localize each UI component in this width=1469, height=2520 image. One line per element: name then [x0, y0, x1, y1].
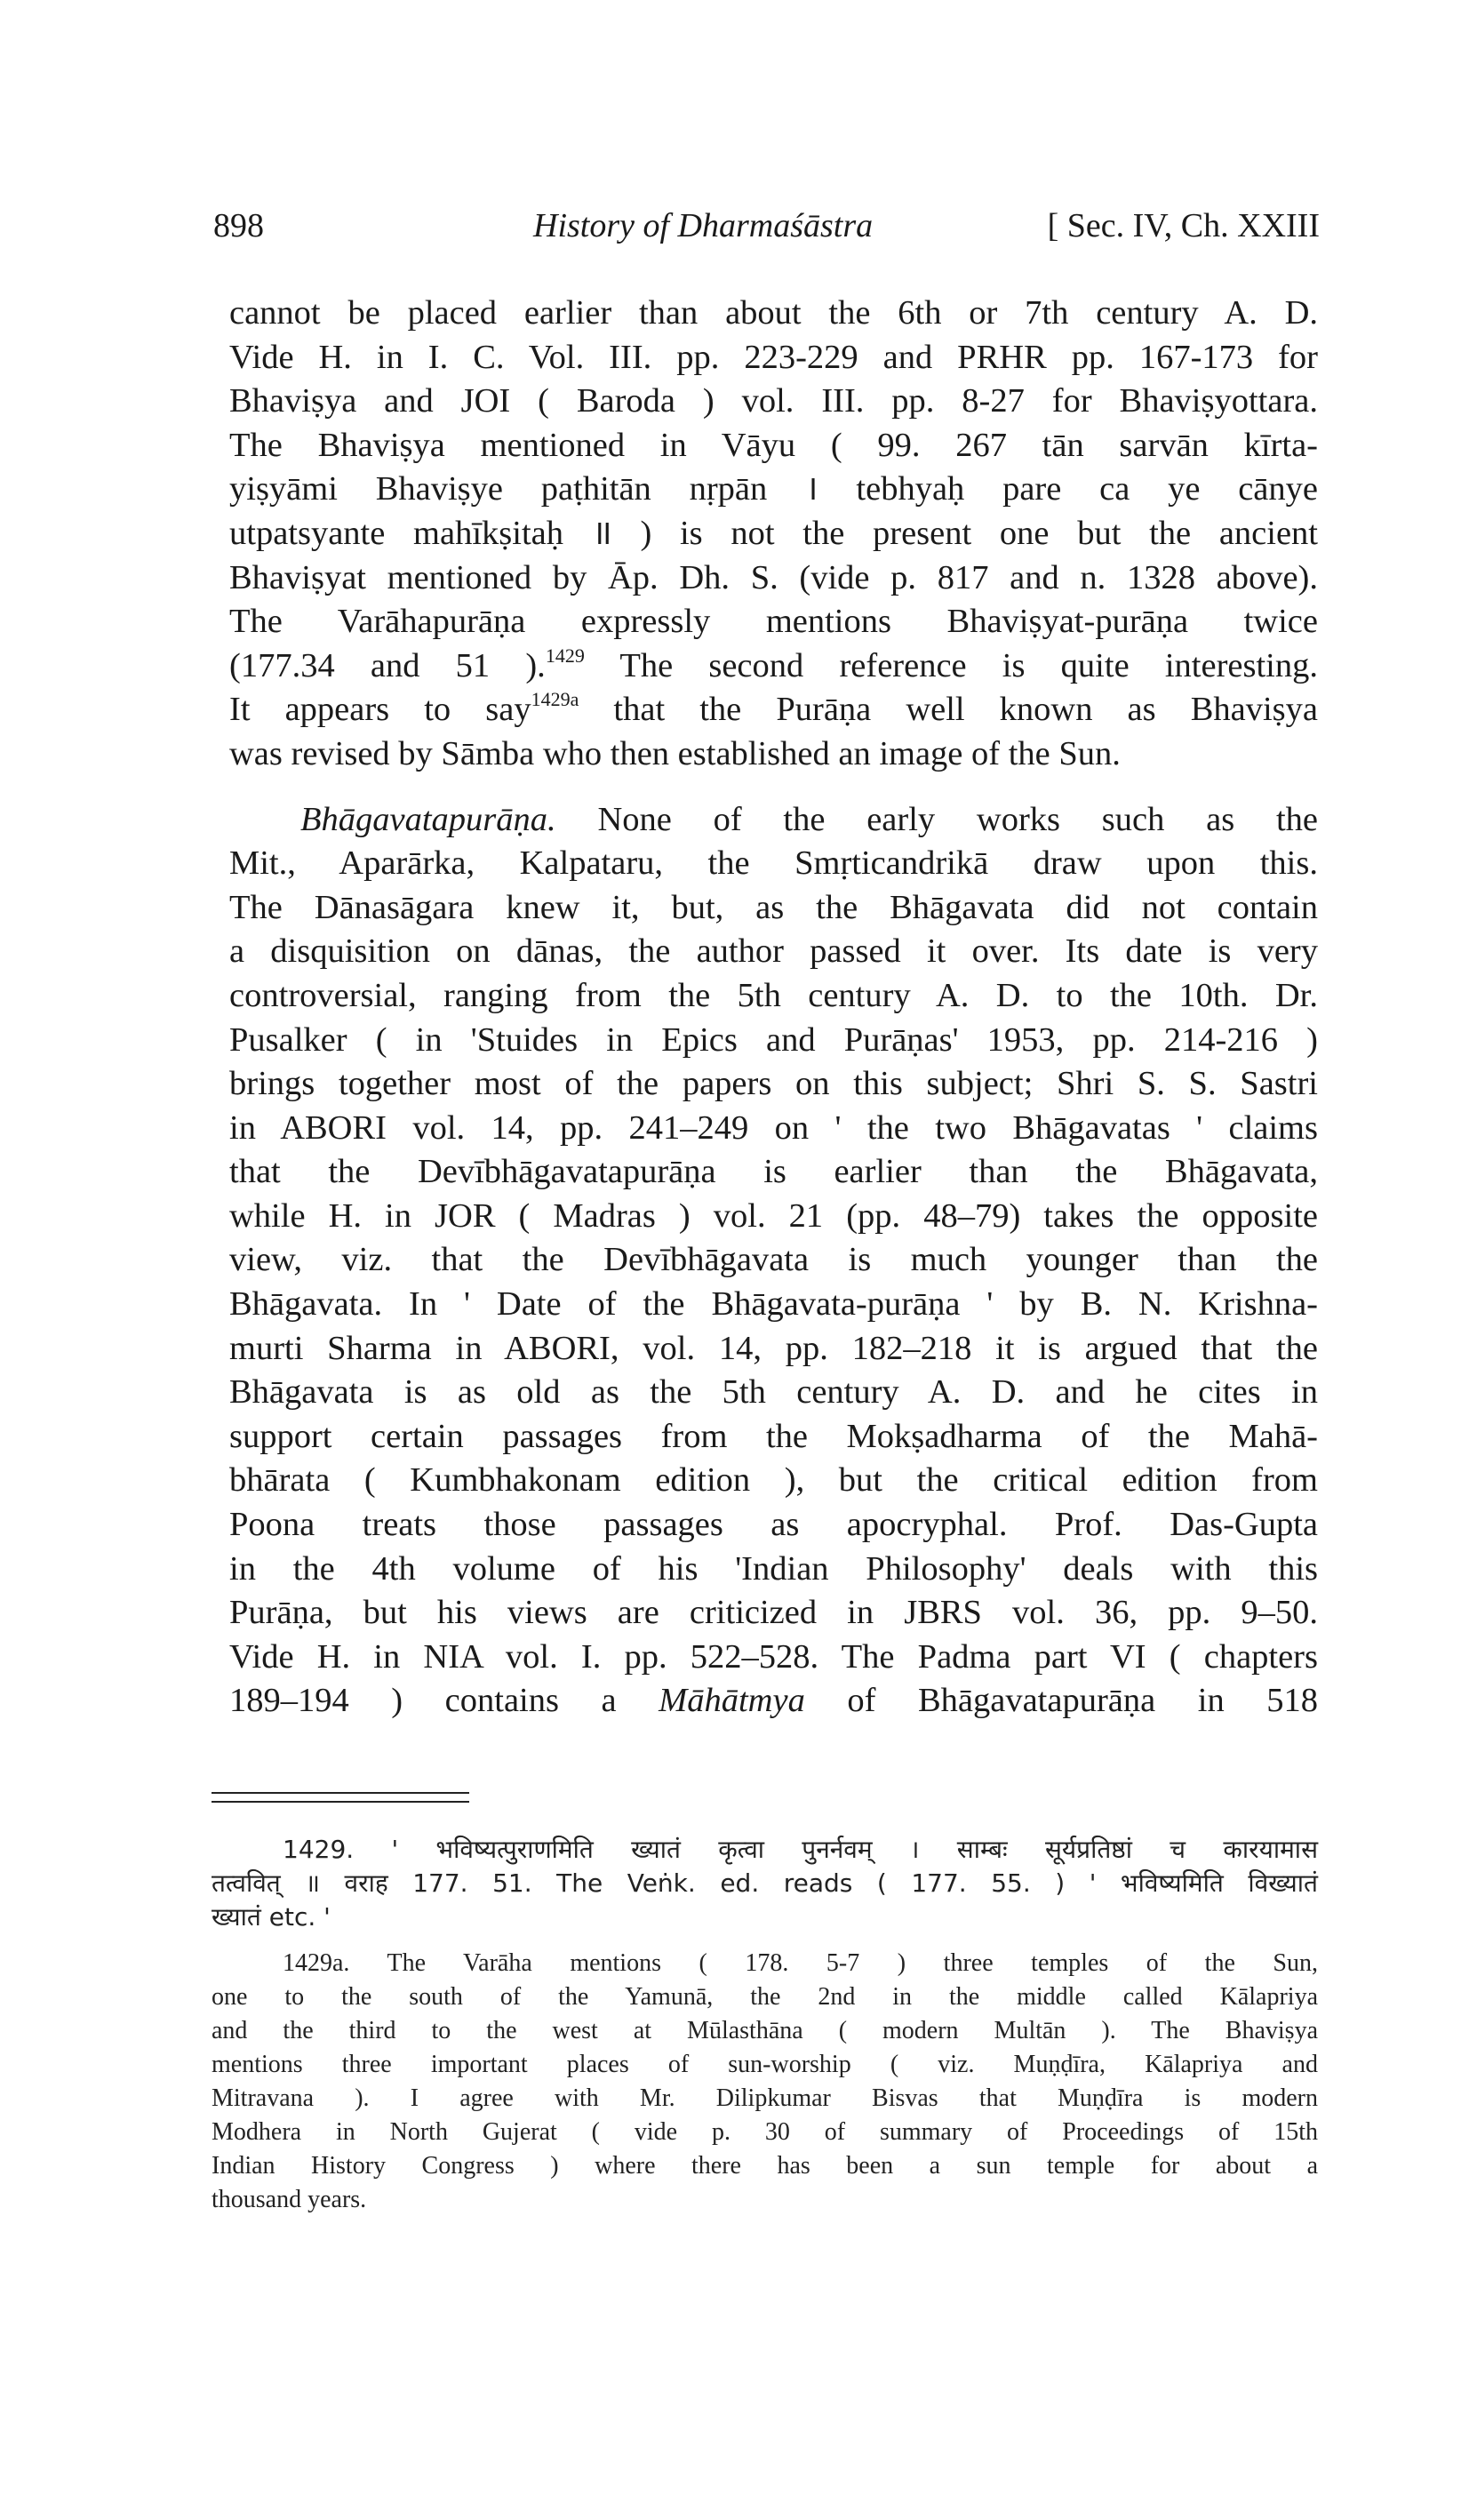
footnote-line: तत्ववित् ॥ वराह 177. 51. The Veṅk. ed. reads ( 177. 55. ) ' भविष्यमिति विख्यातं [212, 1868, 1318, 1898]
text-segment: It appears to say [229, 691, 531, 729]
footnote-rule-bottom [212, 1801, 469, 1803]
footnote-rule-top [212, 1792, 469, 1794]
footnote-line: Indian History Congress ) where there has been a sun temple for about a [212, 2152, 1318, 2180]
footnote-line [212, 1833, 1318, 1867]
text-line: cannot be placed earlier than about the 6th or 7th century A. D. [229, 294, 1318, 332]
text-segment: None of the early works such as the [597, 800, 1318, 838]
running-title: History of Dharmaśāstra [533, 207, 874, 244]
text-line: Bhāgavata. In ' Date of the Bhāgavata-purāṇa ' by B. N. Krishna- [229, 1285, 1318, 1324]
text-line: Vide H. in I. C. Vol. III. pp. 223-229 and PRHR pp. 167-173 for [229, 338, 1318, 376]
text-line: Vide H. in NIA vol. I. pp. 522–528. The Padma part VI ( chapters [229, 1637, 1318, 1676]
paragraph-gap [229, 777, 1318, 798]
text-line: murti Sharma in ABORI, vol. 14, pp. 182–218 it is argued that the [229, 1329, 1318, 1367]
text-segment: that the Purāṇa well known as Bhaviṣya [613, 691, 1318, 729]
footnote-line: thousand years. [212, 2186, 367, 2213]
emphasis-mahatmya: Māhātmya [659, 1682, 805, 1720]
text-line: The Varāhapurāṇa expressly mentions Bhaviṣyat-purāṇa twice [229, 603, 1318, 641]
footnote-label: 1429a. [283, 1949, 350, 1977]
text-line: support certain passages from the Mokṣadharma of the Mahā- [229, 1417, 1318, 1455]
section-label: [ Sec. IV, Ch. XXIII [1047, 207, 1320, 244]
footnote-line: Modhera in North Gujerat ( vide p. 30 of summary of Proceedings of 15th [212, 2118, 1318, 2146]
footnote-label: 1429. [283, 1835, 355, 1864]
footnote-text: The Varāha mentions ( 178. 5-7 ) three temples of the Sun, [387, 1949, 1318, 1977]
footnote-line: ख्यातं etc. ' [212, 1902, 331, 1932]
text-segment: of Bhāgavatapurāṇa in 518 [847, 1682, 1319, 1720]
text-line: Poona treats those passages as apocryphal. Prof. Das-Gupta [229, 1506, 1318, 1544]
text-line: in the 4th volume of his 'Indian Philosophy' deals with this [229, 1549, 1318, 1588]
text-segment: The second reference is quite interesting. [619, 646, 1318, 684]
text-line: in ABORI vol. 14, pp. 241–249 on ' the two Bhāgavatas ' claims [229, 1108, 1318, 1147]
main-text [229, 292, 1318, 1724]
text-line: Bhāgavata is as old as the 5th century A. D. and he cites in [229, 1373, 1318, 1412]
footnote-line: Mitravana ). I agree with Mr. Dilipkumar Bisvas that Muṇḍīra is modern [212, 2084, 1318, 2112]
text-line [229, 1679, 1318, 1724]
text-line: yiṣyāmi Bhaviṣye paṭhitān nṛpān । tebhyaḥ pare ca ye cānye [229, 470, 1318, 508]
footnote-line: one to the south of the Yamunā, the 2nd in the middle called Kālapriya [212, 1983, 1318, 2011]
text-line: controversial, ranging from the 5th century A. D. to the 10th. Dr. [229, 976, 1318, 1014]
text-line [229, 688, 1318, 732]
text-line: The Dānasāgara knew it, but, as the Bhāgavata did not contain [229, 888, 1318, 926]
paragraph-bhavisya [229, 292, 1318, 777]
footnote-ref-1429a[interactable]: 1429a [531, 688, 579, 711]
text-line: a disquisition on dānas, the author passed it over. Its date is very [229, 932, 1318, 971]
footnote-line: mentions three important places of sun-worship ( viz. Muṇḍīra, Kālapriya and [212, 2051, 1318, 2078]
page-number: 898 [213, 207, 264, 244]
text-line: Mit., Aparārka, Kalpataru, the Smṛticandrikā draw upon this. [229, 844, 1318, 883]
text-line: Pusalker ( in 'Stuides in Epics and Purāṇas' 1953, pp. 214-216 ) [229, 1020, 1318, 1059]
text-line: brings together most of the papers on this subject; Shri S. S. Sastri [229, 1065, 1318, 1103]
footnote-1429a [212, 1947, 1318, 2217]
text-line [229, 798, 1318, 843]
text-segment: 189–194 ) contains a [229, 1682, 617, 1720]
text-line: view, viz. that the Devībhāgavata is much younger than the [229, 1241, 1318, 1279]
text-line: Bhaviṣyat mentioned by Āp. Dh. S. (vide p. 817 and n. 1328 above). [229, 558, 1318, 596]
text-line: utpatsyante mahīkṣitaḥ ॥ ) is not the present one but the ancient [229, 514, 1318, 552]
text-line: bhārata ( Kumbhakonam edition ), but the critical edition from [229, 1461, 1318, 1500]
paragraph-heading: Bhāgavatapurāṇa. [300, 800, 556, 838]
footnote-text: ' भविष्यत्पुराणमिति ख्यातं कृत्वा पुनर्नवम् । साम्बः सूर्यप्रतिष्ठां च कारयामास [391, 1835, 1318, 1864]
text-line [229, 644, 1318, 689]
text-line: was revised by Sāmba who then established an image of the Sun. [229, 734, 1121, 772]
text-line: Purāṇa, but his views are criticized in JBRS vol. 36, pp. 9–50. [229, 1594, 1318, 1632]
footnote-ref-1429[interactable]: 1429 [545, 644, 585, 667]
footnotes [212, 1833, 1318, 2229]
footnote-line: and the third to the west at Mūlasthāna ( modern Multān ). The Bhaviṣya [212, 2017, 1318, 2044]
text-line: while H. in JOR ( Madras ) vol. 21 (pp. 48–79) takes the opposite [229, 1196, 1318, 1235]
footnote-1429 [212, 1833, 1318, 1934]
text-line: The Bhaviṣya mentioned in Vāyu ( 99. 267 tān sarvān kīrta- [229, 426, 1318, 464]
footnote-line [212, 1947, 1318, 1980]
paragraph-bhagavata [229, 798, 1318, 1724]
running-header [213, 206, 1320, 256]
text-segment: (177.34 and 51 ). [229, 646, 546, 684]
text-line: that the Devībhāgavatapurāṇa is earlier than the Bhāgavata, [229, 1153, 1318, 1191]
text-line: Bhaviṣya and JOI ( Baroda ) vol. III. pp. 8-27 for Bhaviṣyottara. [229, 382, 1318, 420]
